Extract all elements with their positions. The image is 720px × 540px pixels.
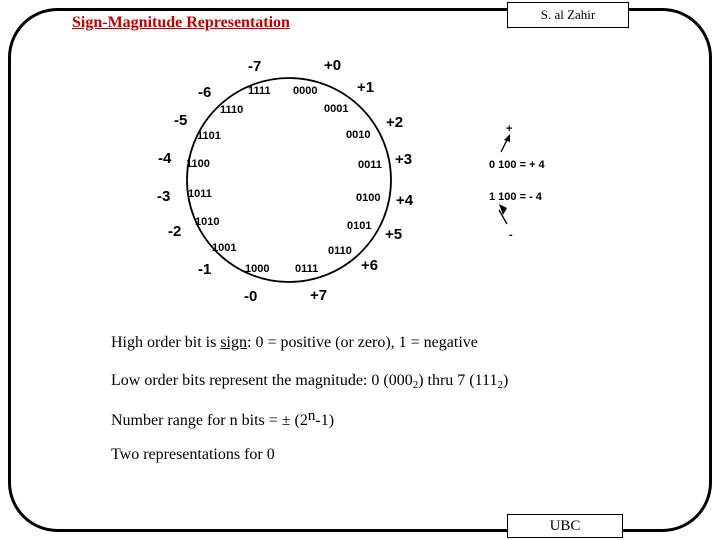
example-up-arrowhead (504, 134, 510, 142)
example-minus-sign: - (509, 229, 513, 241)
binary-code-0100: 0100 (356, 192, 381, 204)
bullet-sign-bit: High order bit is sign: 0 = positive (or zero), 1 = negative (111, 334, 478, 351)
decimal-label-m4: -4 (158, 150, 172, 167)
example-line-positive: 0 100 = + 4 (489, 159, 545, 171)
decimal-label-p2: +2 (386, 114, 404, 131)
author-label: S. al Zahir (507, 2, 629, 28)
binary-code-0101: 0101 (347, 220, 372, 232)
bullet-two-zeros: Two representations for 0 (111, 446, 275, 463)
decimal-label-m5: -5 (174, 112, 188, 129)
binary-code-1000: 1000 (245, 263, 270, 275)
decimal-label-m3: -3 (157, 188, 171, 205)
decimal-label-p6: +6 (361, 257, 379, 274)
decimal-label-p4: +4 (396, 192, 414, 209)
binary-code-1111: 1111 (248, 85, 271, 97)
binary-code-0001: 0001 (324, 103, 349, 115)
decimal-label-p3: +3 (395, 151, 413, 168)
decimal-label-p7: +7 (310, 287, 328, 304)
example-line-negative: 1 100 = - 4 (489, 191, 542, 203)
binary-code-1010: 1010 (195, 216, 220, 228)
binary-code-1110: 1110 (220, 104, 244, 116)
decimal-label-p0: +0 (324, 57, 342, 74)
binary-code-0000: 0000 (293, 85, 318, 97)
binary-code-0110: 0110 (328, 245, 352, 257)
binary-code-1011: 1011 (188, 188, 212, 200)
binary-code-1001: 1001 (212, 242, 237, 254)
decimal-label-m0: -0 (244, 288, 258, 305)
bullet-magnitude: Low order bits represent the magnitude: 0 $(000_2)$ thru 7 $(111_2)$ (111, 372, 509, 391)
footer-org-label: UBC (507, 514, 623, 538)
decimal-label-m6: -6 (198, 84, 212, 101)
example-plus-sign: + (506, 123, 513, 135)
decimal-label-p5: +5 (385, 226, 403, 243)
slide-title: Sign-Magnitude Representation (72, 14, 290, 31)
binary-code-0011: 0011 (358, 159, 382, 171)
binary-code-0010: 0010 (346, 129, 371, 141)
decimal-label-m1: -1 (198, 261, 212, 278)
binary-code-1101: 1101 (197, 130, 221, 142)
binary-code-1100: 1100 (186, 158, 210, 170)
decimal-label-p1: +1 (357, 79, 375, 96)
binary-code-0111: 0111 (295, 263, 319, 275)
decimal-label-m7: -7 (248, 58, 262, 75)
bullet-number-range: Number range for n bits = ± $(2^n-1)$ (111, 408, 335, 429)
decimal-label-m2: -2 (168, 223, 182, 240)
